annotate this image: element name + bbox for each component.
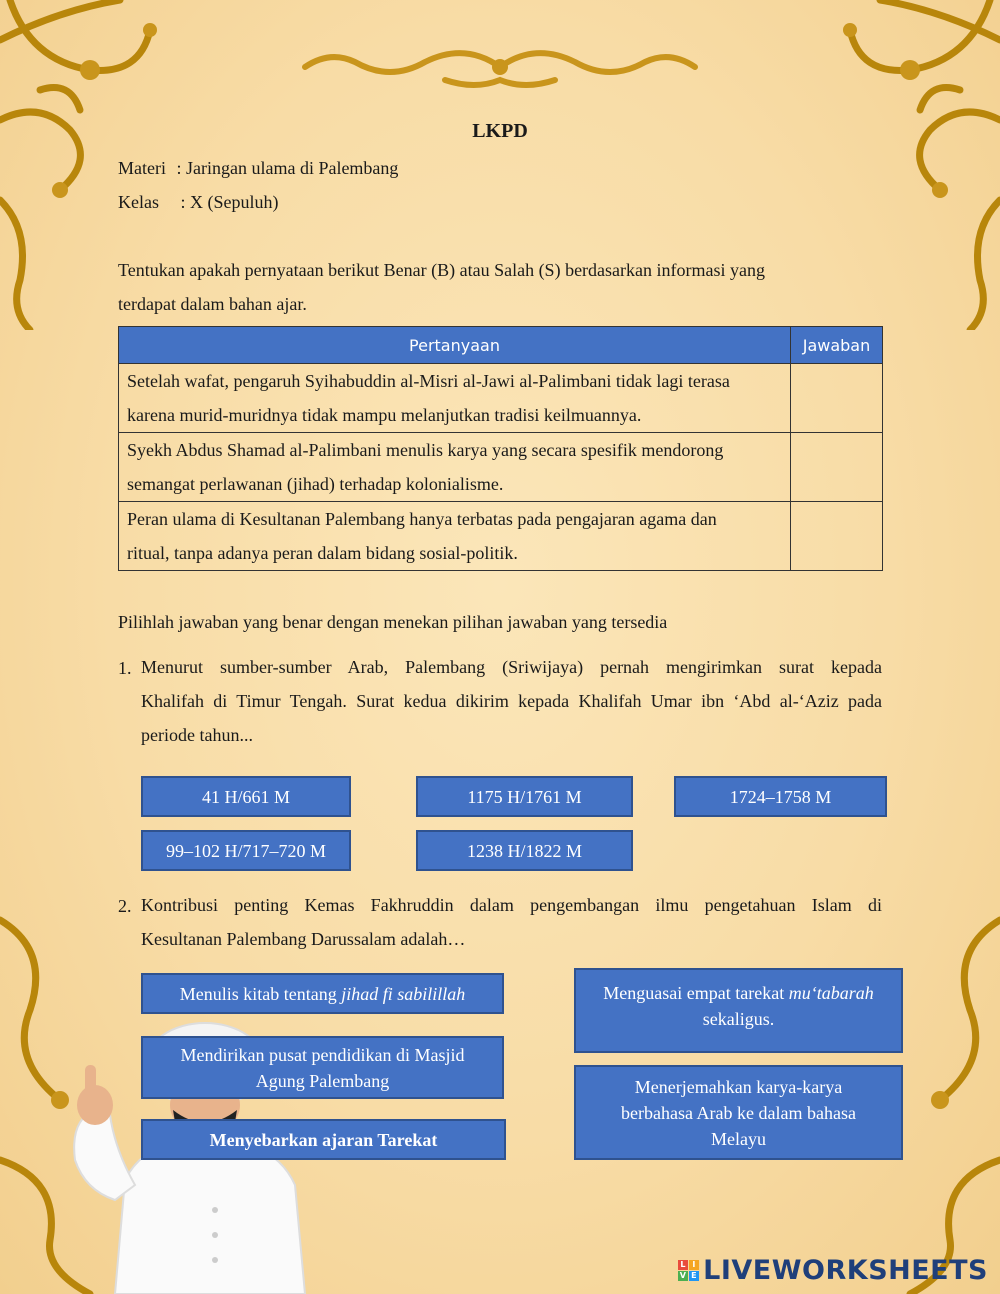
q2-option5-line2: berbahasa Arab ke dalam bahasa: [621, 1102, 856, 1123]
answer-input-cell[interactable]: [791, 364, 883, 433]
question-line: ritual, tanpa adanya peran dalam bidang sosial-politik.: [127, 543, 518, 563]
table-row: [119, 364, 883, 433]
question-cell: [119, 502, 791, 571]
header-scroll-ornament-icon: [295, 42, 705, 92]
q1-option-1724m[interactable]: 1724–1758 M: [674, 776, 887, 817]
section1-instruction-line1: Tentukan apakah pernyataan berikut Benar (B) atau Salah (S) berdasarkan informasi yang: [118, 260, 765, 280]
kelas-label: Kelas: [118, 192, 159, 212]
q1-text-line1: Menurut sumber-sumber Arab, Palembang (Sriwijaya) pernah mengirimkan surat kepada: [141, 657, 882, 677]
q2-option-menerjemahkan[interactable]: [574, 1065, 903, 1160]
liveworksheets-logo: [678, 1255, 988, 1286]
q2-option4-text: Menguasai empat tarekat: [603, 983, 789, 1003]
question-line: Syekh Abdus Shamad al-Palimbani menulis karya yang secara spesifik mendorong: [127, 440, 724, 460]
q1-option-1238h[interactable]: 1238 H/1822 M: [416, 830, 633, 871]
q2-text-line2: Kesultanan Palembang Darussalam adalah…: [141, 929, 466, 949]
q2-option5-line3: Melayu: [711, 1128, 766, 1149]
question-cell: [119, 364, 791, 433]
table-row: [119, 433, 883, 502]
table-header-row: [119, 327, 883, 364]
q2-option4-italic: mu‘tabarah: [788, 983, 874, 1003]
q1-option-1175h[interactable]: 1175 H/1761 M: [416, 776, 633, 817]
section1-instruction-line2: terdapat dalam bahan ajar.: [118, 294, 307, 314]
q2-text-line1: Kontribusi penting Kemas Fakhruddin dalam pengembangan ilmu pengetahuan Islam di: [141, 895, 882, 915]
q2-option5-line1: Menerjemahkan karya-karya: [634, 1076, 843, 1097]
table-row: [119, 502, 883, 571]
answer-input-cell[interactable]: [791, 433, 883, 502]
q1-option-41h[interactable]: 41 H/661 M: [141, 776, 351, 817]
true-false-table: [118, 326, 883, 571]
section2-instruction: Pilihlah jawaban yang benar dengan menekan pilihan jawaban yang tersedia: [118, 612, 668, 632]
page-title: LKPD: [472, 120, 528, 142]
materi-value: : Jaringan ulama di Palembang: [176, 158, 399, 178]
question-line: karena murid-muridnya tidak mampu melanjutkan tradisi keilmuannya.: [127, 405, 642, 425]
question-line: semangat perlawanan (jihad) terhadap kolonialisme.: [127, 474, 504, 494]
kelas-value: : X (Sepuluh): [180, 192, 279, 212]
logo-blocks-icon: L I V E: [678, 1260, 699, 1281]
q2-option1-text: Menulis kitab tentang: [179, 983, 342, 1004]
question-cell: [119, 433, 791, 502]
q2-option-menguasai-tarekat[interactable]: [574, 968, 903, 1053]
answer-input-cell[interactable]: [791, 502, 883, 571]
materi-label: Materi: [118, 158, 166, 178]
question-line: Peran ulama di Kesultanan Palembang hanya terbatas pada pengajaran agama dan: [127, 509, 717, 529]
q1-text-line3: periode tahun...: [141, 725, 253, 745]
q2-option2-line1: Mendirikan pusat pendidikan di Masjid: [180, 1044, 465, 1065]
q2-number: 2.: [118, 896, 132, 916]
header-question: Pertanyaan: [119, 327, 791, 364]
q2-option-mendirikan-pusat[interactable]: [141, 1036, 504, 1099]
q1-number: 1.: [118, 658, 132, 678]
q2-option-menyebarkan-tarekat[interactable]: Menyebarkan ajaran Tarekat: [141, 1119, 506, 1160]
q2-option4-line2: sekaligus.: [702, 1009, 775, 1029]
kelas-row: [118, 192, 278, 213]
question-line: Setelah wafat, pengaruh Syihabuddin al-Misri al-Jawi al-Palimbani tidak lagi terasa: [127, 371, 730, 391]
q1-option-99h[interactable]: 99–102 H/717–720 M: [141, 830, 351, 871]
q2-option2-line2: Agung Palembang: [255, 1070, 390, 1091]
corner-ornament-top-right-icon: [780, 0, 1000, 330]
header-answer: Jawaban: [791, 327, 883, 364]
q1-text-line2: Khalifah di Timur Tengah. Surat kedua dikirim kepada Khalifah Umar ibn ‘Abd al-‘Aziz pada: [141, 691, 882, 711]
q2-option-menulis-kitab[interactable]: [141, 973, 504, 1014]
logo-text: LIVEWORKSHEETS: [703, 1255, 988, 1286]
q2-option1-italic: jihad fi sabilillah: [341, 983, 466, 1004]
materi-row: [118, 158, 398, 179]
